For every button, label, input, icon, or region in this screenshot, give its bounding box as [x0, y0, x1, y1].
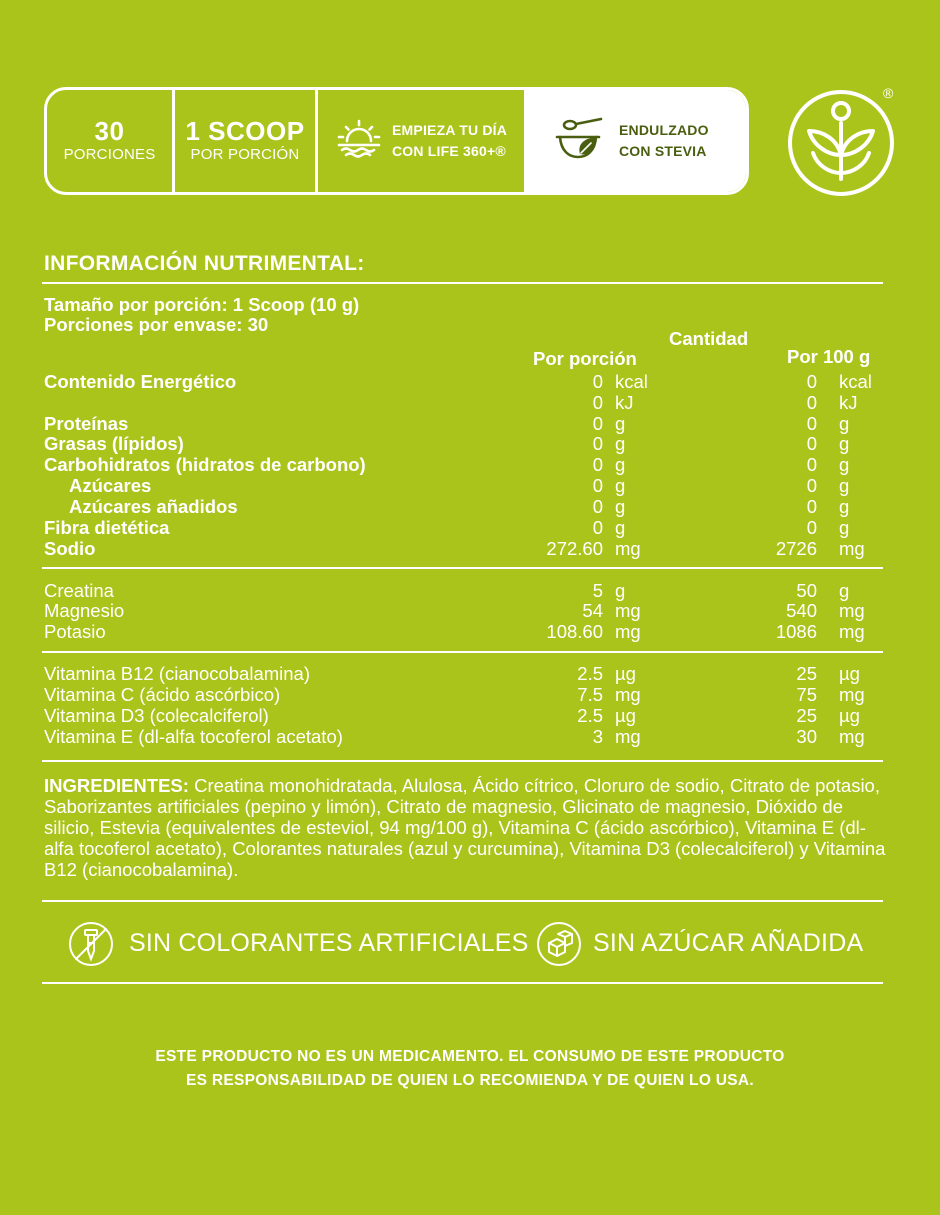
no-colorants-claim: SIN COLORANTES ARTIFICIALES — [129, 929, 529, 957]
no-sugar-claim: SIN AZÚCAR AÑADIDA — [593, 929, 864, 957]
nutrient-unit-100g: mg — [839, 621, 865, 642]
nutrient-value: 0 — [592, 496, 603, 517]
nutrient-value-100g: 0 — [806, 496, 817, 517]
servings-per-container: Porciones por envase: 30 — [44, 314, 269, 335]
scoop-number: 1 SCOOP — [185, 116, 305, 146]
divider — [42, 900, 883, 902]
nutrient-value-100g: 25 — [796, 663, 817, 684]
nutrient-unit-100g: g — [839, 475, 850, 496]
divider — [42, 651, 883, 653]
start-day-text: EMPIEZA TU DÍA CON LIFE 360+® — [392, 122, 508, 159]
energy-kcal-value: 0 — [592, 371, 603, 392]
nutrient-value-100g: 0 — [806, 475, 817, 496]
nutrient-unit: g — [615, 496, 626, 517]
nutrient-unit-100g: mg — [839, 600, 865, 621]
energy-kcal-unit: kcal — [615, 371, 648, 392]
nutrient-label: Azúcares añadidos — [69, 496, 238, 517]
start-day-badge — [318, 90, 527, 192]
nutrient-value-100g: 0 — [806, 517, 817, 538]
sunrise-icon — [336, 119, 382, 164]
energy-kj-unit-100g: kJ — [839, 392, 858, 413]
bowl-leaf-icon — [555, 117, 605, 166]
nutrient-value-100g: 25 — [796, 705, 817, 726]
nutrient-label: Potasio — [44, 621, 106, 642]
nutrient-value: 108.60 — [546, 621, 603, 642]
registered-mark: ® — [883, 85, 894, 101]
nutrient-unit: g — [615, 580, 626, 601]
nutrient-unit-100g: µg — [839, 705, 860, 726]
nutrient-unit: g — [615, 433, 626, 454]
nutrient-label: Vitamina B12 (cianocobalamina) — [44, 663, 311, 684]
nutrient-label: Vitamina D3 (colecalciferol) — [44, 705, 269, 726]
divider — [42, 282, 883, 284]
nutrient-label: Magnesio — [44, 600, 125, 621]
nutrient-label: Carbohidratos (hidratos de carbono) — [44, 454, 366, 475]
nutrient-unit-100g: g — [839, 496, 850, 517]
nutrient-unit: mg — [615, 726, 641, 747]
nutrient-unit-100g: g — [839, 580, 850, 601]
brand-logo — [787, 85, 899, 197]
nutrient-unit: g — [615, 413, 626, 434]
nutrient-value: 3 — [592, 726, 603, 747]
nutrient-unit: g — [615, 475, 626, 496]
divider — [42, 567, 883, 569]
stevia-badge — [527, 90, 746, 192]
nutrient-value-100g: 75 — [796, 684, 817, 705]
nutrient-unit-100g: g — [839, 433, 850, 454]
column-header-per-100g: Por 100 g — [787, 346, 871, 367]
nutrient-value-100g: 30 — [796, 726, 817, 747]
nutrient-label: Creatina — [44, 580, 114, 601]
energy-label: Contenido Energético — [44, 371, 237, 392]
nutrient-value-100g: 0 — [806, 433, 817, 454]
energy-kj-unit: kJ — [615, 392, 634, 413]
nutrient-value: 0 — [592, 433, 603, 454]
nutrient-value-100g: 50 — [796, 580, 817, 601]
nutrient-value: 0 — [592, 517, 603, 538]
nutrient-unit: mg — [615, 684, 641, 705]
nutrient-value: 7.5 — [577, 684, 603, 705]
nutrient-unit-100g: g — [839, 517, 850, 538]
divider — [42, 982, 883, 984]
nutrient-value-100g: 0 — [806, 454, 817, 475]
nutrient-unit: g — [615, 454, 626, 475]
nutrient-unit: mg — [615, 600, 641, 621]
ingredients-label: INGREDIENTES: — [44, 775, 189, 796]
nutrient-unit: µg — [615, 663, 636, 684]
nutrient-unit-100g: mg — [839, 726, 865, 747]
no-colorant-icon — [68, 921, 114, 972]
disclaimer-line-1: ESTE PRODUCTO NO ES UN MEDICAMENTO. EL CONSUMO DE ESTE PRODUCTO — [155, 1048, 785, 1065]
energy-kcal-unit-100g: kcal — [839, 371, 872, 392]
nutrient-value: 272.60 — [546, 538, 603, 559]
nutrient-label: Fibra dietética — [44, 517, 170, 538]
nutrient-unit-100g: mg — [839, 538, 865, 559]
nutrient-value: 2.5 — [577, 663, 603, 684]
ingredients-text: Creatina monohidratada, Alulosa, Ácido cítrico, Cloruro de sodio, Citrato de potasio, Saborizantes artificiales (pepino y limón), Citrato de magnesio, Glicinato de magnesio, Dióxido de silicio, Estevia (equivalentes de esteviol, 94 mg/100 g), Vitamina C (ácido ascórbico), Vitamina E (dl-alfa tocoferol acetato), Colorantes naturales (azul y curcumina), Vitamina D3 (colecalciferol) y Vitamina B12 (cianocobalamina). — [44, 775, 886, 880]
nutrition-title: INFORMACIÓN NUTRIMENTAL: — [44, 252, 365, 275]
energy-kj-value: 0 — [592, 392, 603, 413]
column-header-cantidad: Cantidad — [669, 328, 749, 349]
divider — [42, 760, 883, 762]
energy-kcal-value-100g: 0 — [806, 371, 817, 392]
nutrient-label: Proteínas — [44, 413, 129, 434]
nutrient-label: Azúcares — [69, 475, 152, 496]
nutrient-unit: g — [615, 517, 626, 538]
scoop-label: POR PORCIÓN — [190, 146, 300, 163]
nutrient-label: Vitamina E (dl-alfa tocoferol acetato) — [44, 726, 343, 747]
ingredients-paragraph — [44, 775, 894, 880]
nutrient-value-100g: 0 — [806, 413, 817, 434]
nutrient-value: 5 — [592, 580, 603, 601]
no-sugar-icon — [536, 921, 582, 972]
stevia-text: ENDULZADO CON STEVIA — [619, 122, 709, 159]
servings-number: 30 — [94, 116, 125, 146]
nutrient-unit: mg — [615, 538, 641, 559]
nutrient-label: Vitamina C (ácido ascórbico) — [44, 684, 281, 705]
nutrient-value: 54 — [582, 600, 603, 621]
nutrient-value-100g: 2726 — [775, 538, 817, 559]
energy-kj-value-100g: 0 — [806, 392, 817, 413]
nutrient-value: 2.5 — [577, 705, 603, 726]
disclaimer-line-2: ES RESPONSABILIDAD DE QUIEN LO RECOMIENDA Y DE QUIEN LO USA. — [185, 1072, 755, 1089]
servings-badge — [47, 90, 175, 192]
nutrient-unit: µg — [615, 705, 636, 726]
column-header-per-serving: Por porción — [533, 348, 637, 369]
nutrient-unit-100g: µg — [839, 663, 860, 684]
nutrient-label: Grasas (lípidos) — [44, 433, 184, 454]
nutrient-label: Sodio — [44, 538, 96, 559]
nutrient-value-100g: 1086 — [775, 621, 817, 642]
nutrient-value: 0 — [592, 413, 603, 434]
nutrient-value: 0 — [592, 475, 603, 496]
nutrient-value-100g: 540 — [786, 600, 817, 621]
nutrient-unit-100g: mg — [839, 684, 865, 705]
servings-label: PORCIONES — [63, 146, 156, 163]
feature-badges — [44, 87, 749, 195]
serving-size: Tamaño por porción: 1 Scoop (10 g) — [44, 294, 360, 315]
nutrient-unit-100g: g — [839, 413, 850, 434]
nutrient-unit: mg — [615, 621, 641, 642]
nutrient-value: 0 — [592, 454, 603, 475]
scoop-badge — [175, 90, 318, 192]
nutrient-unit-100g: g — [839, 454, 850, 475]
